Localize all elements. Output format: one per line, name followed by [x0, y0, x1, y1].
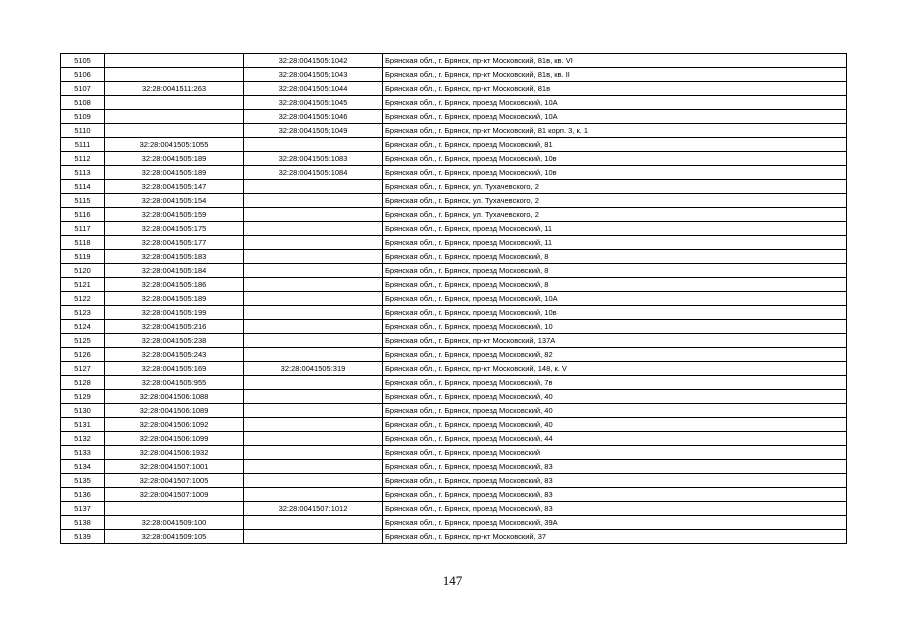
cell-address: Брянская обл., г. Брянск, проезд Московский, 11: [383, 222, 847, 236]
table-row: [61, 278, 847, 292]
cell-address: Брянская обл., г. Брянск, проезд Московский, 10в: [383, 306, 847, 320]
cell-object-number: 32:28:0041505:1042: [244, 54, 383, 68]
cell-object-number: [244, 460, 383, 474]
cell-address: Брянская обл., г. Брянск, проезд Московский, 10в: [383, 152, 847, 166]
table-row: [61, 264, 847, 278]
cell-cadastral-number: 32:28:0041507:1009: [105, 488, 244, 502]
table-row: [61, 292, 847, 306]
cell-object-number: [244, 138, 383, 152]
cell-address: Брянская обл., г. Брянск, проезд Московский, 82: [383, 348, 847, 362]
cell-cadastral-number: 32:28:0041506:1092: [105, 418, 244, 432]
cell-row-number: 5115: [61, 194, 105, 208]
cell-cadastral-number: [105, 96, 244, 110]
cell-row-number: 5105: [61, 54, 105, 68]
cell-cadastral-number: 32:28:0041505:243: [105, 348, 244, 362]
table-row: [61, 418, 847, 432]
table-row: [61, 208, 847, 222]
table-row: [61, 180, 847, 194]
table-row: [61, 530, 847, 544]
cell-address: Брянская обл., г. Брянск, проезд Московский, 44: [383, 432, 847, 446]
cell-object-number: 32:28:0041505:1049: [244, 124, 383, 138]
cell-row-number: 5118: [61, 236, 105, 250]
cell-row-number: 5108: [61, 96, 105, 110]
registry-table: [60, 53, 847, 544]
cell-cadastral-number: 32:28:0041506:1932: [105, 446, 244, 460]
table-row: [61, 404, 847, 418]
cell-object-number: 32:28:0041505:1045: [244, 96, 383, 110]
cell-row-number: 5116: [61, 208, 105, 222]
cell-object-number: 32:28:0041507:1012: [244, 502, 383, 516]
cell-object-number: [244, 390, 383, 404]
cell-object-number: [244, 516, 383, 530]
cell-cadastral-number: 32:28:0041505:189: [105, 292, 244, 306]
cell-address: Брянская обл., г. Брянск, пр-кт Московский, 148, к. V: [383, 362, 847, 376]
registry-table-body: [61, 54, 847, 544]
cell-row-number: 5133: [61, 446, 105, 460]
cell-address: Брянская обл., г. Брянск, проезд Московский, 8: [383, 278, 847, 292]
cell-address: Брянская обл., г. Брянск, ул. Тухачевского, 2: [383, 194, 847, 208]
cell-object-number: [244, 404, 383, 418]
table-row: [61, 124, 847, 138]
cell-address: Брянская обл., г. Брянск, проезд Московский, 11: [383, 236, 847, 250]
cell-object-number: [244, 292, 383, 306]
cell-object-number: [244, 320, 383, 334]
cell-address: Брянская обл., г. Брянск, проезд Московский, 8: [383, 250, 847, 264]
cell-address: Брянская обл., г. Брянск, пр-кт Московский, 81в: [383, 82, 847, 96]
cell-address: Брянская обл., г. Брянск, пр-кт Московский, 37: [383, 530, 847, 544]
page-number: 147: [442, 573, 463, 588]
cell-object-number: 32:28:0041505:1043: [244, 68, 383, 82]
cell-object-number: [244, 446, 383, 460]
cell-row-number: 5135: [61, 474, 105, 488]
cell-object-number: [244, 278, 383, 292]
table-row: [61, 152, 847, 166]
table-row: [61, 488, 847, 502]
cell-object-number: 32:28:0041505:1046: [244, 110, 383, 124]
table-row: [61, 362, 847, 376]
cell-row-number: 5112: [61, 152, 105, 166]
cell-row-number: 5113: [61, 166, 105, 180]
cell-cadastral-number: [105, 124, 244, 138]
cell-cadastral-number: 32:28:0041509:105: [105, 530, 244, 544]
cell-address: Брянская обл., г. Брянск, проезд Московский, 83: [383, 488, 847, 502]
cell-object-number: [244, 194, 383, 208]
cell-object-number: [244, 208, 383, 222]
cell-row-number: 5124: [61, 320, 105, 334]
cell-row-number: 5138: [61, 516, 105, 530]
cell-row-number: 5139: [61, 530, 105, 544]
table-row: [61, 502, 847, 516]
table-row: [61, 194, 847, 208]
cell-cadastral-number: 32:28:0041507:1001: [105, 460, 244, 474]
cell-address: Брянская обл., г. Брянск, проезд Московский, 83: [383, 474, 847, 488]
table-row: [61, 348, 847, 362]
cell-cadastral-number: [105, 502, 244, 516]
cell-cadastral-number: 32:28:0041505:189: [105, 152, 244, 166]
cell-row-number: 5130: [61, 404, 105, 418]
cell-row-number: 5129: [61, 390, 105, 404]
cell-object-number: [244, 334, 383, 348]
table-row: [61, 250, 847, 264]
cell-row-number: 5110: [61, 124, 105, 138]
cell-address: Брянская обл., г. Брянск, проезд Московский, 10в: [383, 166, 847, 180]
cell-address: Брянская обл., г. Брянск, проезд Московский, 10А: [383, 110, 847, 124]
cell-address: Брянская обл., г. Брянск, ул. Тухачевского, 2: [383, 180, 847, 194]
cell-object-number: 32:28:0041505:319: [244, 362, 383, 376]
cell-row-number: 5122: [61, 292, 105, 306]
cell-address: Брянская обл., г. Брянск, проезд Московский, 40: [383, 418, 847, 432]
cell-address: Брянская обл., г. Брянск, проезд Московский, 39А: [383, 516, 847, 530]
table-row: [61, 82, 847, 96]
cell-row-number: 5121: [61, 278, 105, 292]
cell-address: Брянская обл., г. Брянск, ул. Тухачевского, 2: [383, 208, 847, 222]
cell-object-number: [244, 222, 383, 236]
cell-object-number: [244, 432, 383, 446]
cell-object-number: [244, 348, 383, 362]
cell-row-number: 5132: [61, 432, 105, 446]
table-row: [61, 376, 847, 390]
cell-row-number: 5111: [61, 138, 105, 152]
cell-object-number: 32:28:0041505:1044: [244, 82, 383, 96]
cell-address: Брянская обл., г. Брянск, проезд Московский, 10А: [383, 96, 847, 110]
cell-cadastral-number: 32:28:0041505:184: [105, 264, 244, 278]
cell-object-number: [244, 530, 383, 544]
table-row: [61, 474, 847, 488]
cell-row-number: 5117: [61, 222, 105, 236]
cell-object-number: [244, 418, 383, 432]
cell-address: Брянская обл., г. Брянск, проезд Московский, 83: [383, 460, 847, 474]
cell-object-number: [244, 180, 383, 194]
cell-object-number: [244, 306, 383, 320]
cell-row-number: 5114: [61, 180, 105, 194]
cell-address: Брянская обл., г. Брянск, проезд Московский, 7в: [383, 376, 847, 390]
cell-address: Брянская обл., г. Брянск, пр-кт Московский, 81в, кв. II: [383, 68, 847, 82]
table-row: [61, 334, 847, 348]
table-row: [61, 110, 847, 124]
cell-row-number: 5106: [61, 68, 105, 82]
cell-row-number: 5125: [61, 334, 105, 348]
cell-cadastral-number: [105, 68, 244, 82]
table-row: [61, 54, 847, 68]
table-row: [61, 222, 847, 236]
cell-row-number: 5123: [61, 306, 105, 320]
cell-address: Брянская обл., г. Брянск, пр-кт Московский, 81в, кв. VI: [383, 54, 847, 68]
cell-row-number: 5131: [61, 418, 105, 432]
cell-cadastral-number: 32:28:0041505:183: [105, 250, 244, 264]
cell-cadastral-number: 32:28:0041505:169: [105, 362, 244, 376]
cell-cadastral-number: 32:28:0041505:159: [105, 208, 244, 222]
cell-row-number: 5137: [61, 502, 105, 516]
cell-address: Брянская обл., г. Брянск, проезд Московский, 40: [383, 404, 847, 418]
cell-cadastral-number: 32:28:0041507:1005: [105, 474, 244, 488]
cell-row-number: 5128: [61, 376, 105, 390]
cell-cadastral-number: 32:28:0041505:199: [105, 306, 244, 320]
table-row: [61, 320, 847, 334]
cell-cadastral-number: 32:28:0041505:177: [105, 236, 244, 250]
cell-object-number: [244, 250, 383, 264]
cell-cadastral-number: 32:28:0041506:1088: [105, 390, 244, 404]
cell-address: Брянская обл., г. Брянск, проезд Московский, 10А: [383, 292, 847, 306]
cell-object-number: [244, 376, 383, 390]
table-row: [61, 166, 847, 180]
table-row: [61, 446, 847, 460]
cell-row-number: 5109: [61, 110, 105, 124]
table-row: [61, 68, 847, 82]
cell-row-number: 5126: [61, 348, 105, 362]
cell-cadastral-number: [105, 110, 244, 124]
cell-address: Брянская обл., г. Брянск, проезд Московский, 81: [383, 138, 847, 152]
table-row: [61, 460, 847, 474]
cell-object-number: [244, 264, 383, 278]
cell-row-number: 5107: [61, 82, 105, 96]
table-row: [61, 516, 847, 530]
cell-cadastral-number: [105, 54, 244, 68]
cell-cadastral-number: 32:28:0041505:955: [105, 376, 244, 390]
cell-object-number: [244, 236, 383, 250]
cell-row-number: 5134: [61, 460, 105, 474]
cell-address: Брянская обл., г. Брянск, проезд Московский: [383, 446, 847, 460]
cell-object-number: [244, 488, 383, 502]
cell-cadastral-number: 32:28:0041505:238: [105, 334, 244, 348]
table-row: [61, 236, 847, 250]
table-row: [61, 390, 847, 404]
cell-address: Брянская обл., г. Брянск, проезд Московский, 10: [383, 320, 847, 334]
cell-cadastral-number: 32:28:0041505:175: [105, 222, 244, 236]
table-row: [61, 96, 847, 110]
cell-cadastral-number: 32:28:0041505:216: [105, 320, 244, 334]
cell-object-number: 32:28:0041505:1084: [244, 166, 383, 180]
cell-cadastral-number: 32:28:0041505:154: [105, 194, 244, 208]
cell-address: Брянская обл., г. Брянск, пр-кт Московский, 81 корп. 3, к. 1: [383, 124, 847, 138]
cell-cadastral-number: 32:28:0041511:263: [105, 82, 244, 96]
cell-row-number: 5119: [61, 250, 105, 264]
cell-cadastral-number: 32:28:0041505:147: [105, 180, 244, 194]
cell-cadastral-number: 32:28:0041505:189: [105, 166, 244, 180]
table-row: [61, 138, 847, 152]
cell-row-number: 5127: [61, 362, 105, 376]
cell-address: Брянская обл., г. Брянск, проезд Московский, 83: [383, 502, 847, 516]
cell-cadastral-number: 32:28:0041506:1089: [105, 404, 244, 418]
cell-address: Брянская обл., г. Брянск, проезд Московский, 40: [383, 390, 847, 404]
cell-address: Брянская обл., г. Брянск, пр-кт Московский, 137А: [383, 334, 847, 348]
cell-row-number: 5120: [61, 264, 105, 278]
table-row: [61, 432, 847, 446]
cell-address: Брянская обл., г. Брянск, проезд Московский, 8: [383, 264, 847, 278]
table-row: [61, 306, 847, 320]
cell-cadastral-number: 32:28:0041505:186: [105, 278, 244, 292]
cell-row-number: 5136: [61, 488, 105, 502]
cell-object-number: [244, 474, 383, 488]
cell-cadastral-number: 32:28:0041509:100: [105, 516, 244, 530]
cell-object-number: 32:28:0041505:1083: [244, 152, 383, 166]
cell-cadastral-number: 32:28:0041506:1099: [105, 432, 244, 446]
cell-cadastral-number: 32:28:0041505:1055: [105, 138, 244, 152]
